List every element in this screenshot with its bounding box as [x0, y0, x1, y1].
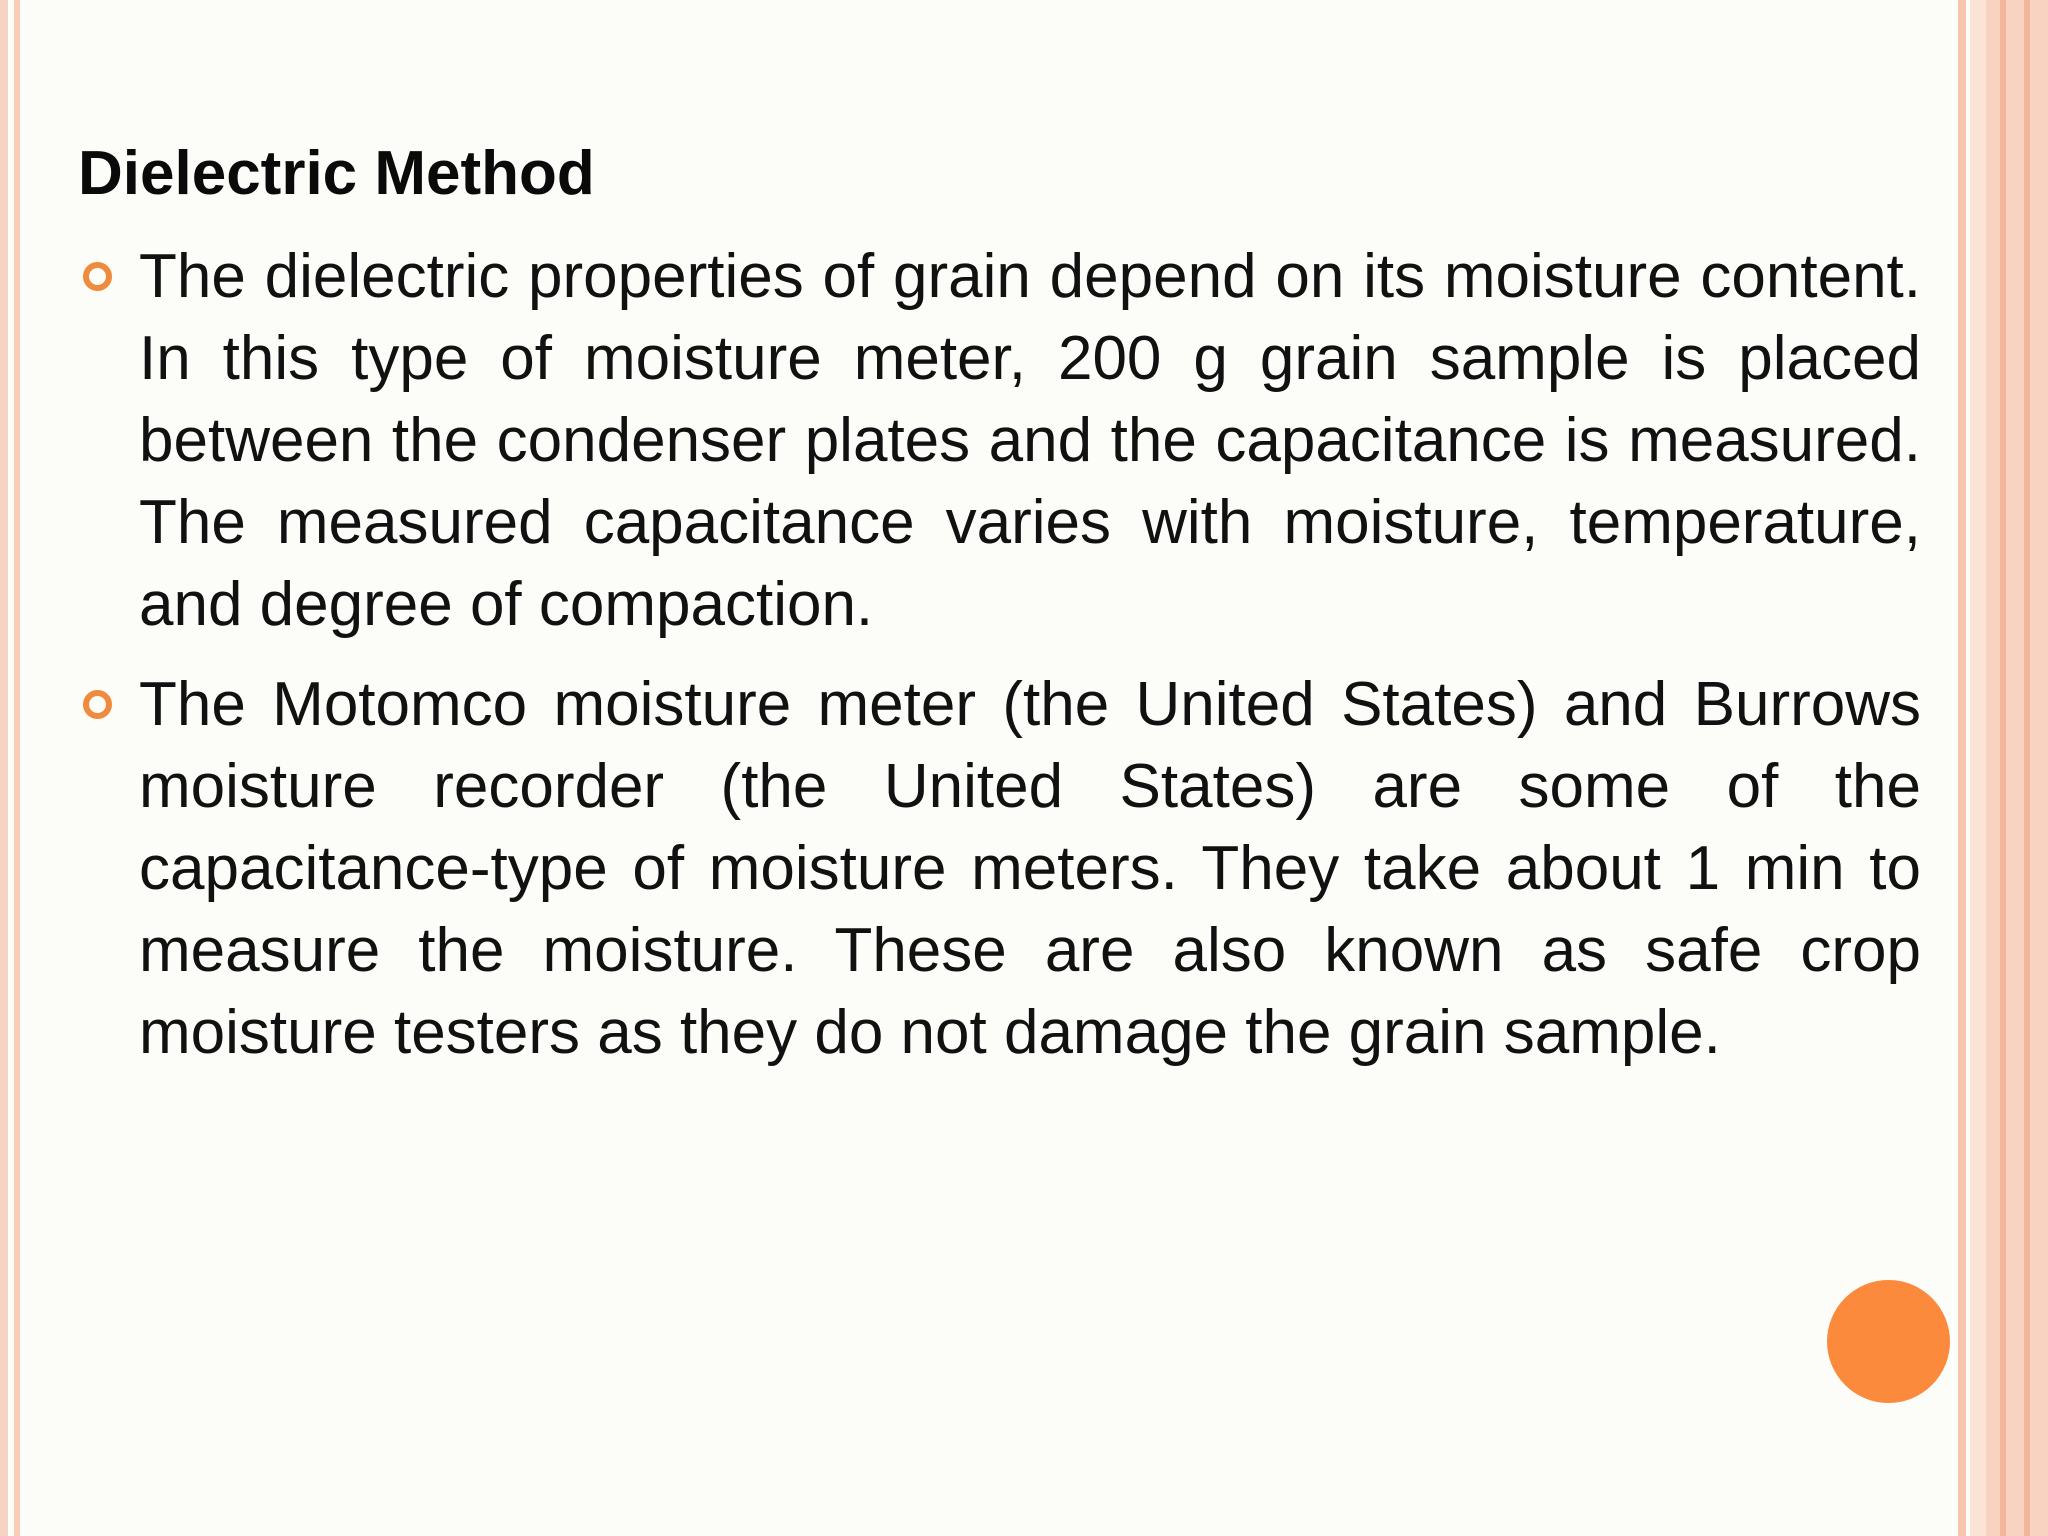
hollow-circle-bullet-icon — [83, 690, 112, 719]
bullet-list — [0, 236, 1960, 1092]
bullet-text-2: The Motomco moisture meter (the United States) and Burrows moisture recorder (the United States) are some of the capacitance-type of moisture meters. They take about 1 min to measure the moisture. These are also known as safe crop moisture testers as they do not damage the grain sample. — [139, 670, 1921, 1067]
orange-circle-decoration-icon — [1827, 1280, 1950, 1403]
slide-title: Dielectric Method — [78, 139, 595, 208]
right-border-band — [1986, 0, 2048, 1536]
right-border-stripe-2 — [1970, 0, 1986, 1536]
bullet-item-1 — [139, 236, 1921, 646]
right-border-stripe-3 — [2000, 0, 2006, 1536]
bullet-text-1: The dielectric properties of grain depend on its moisture content. In this type of moisture meter, 200 g grain sample is placed between the condenser plates and the capacitance is measured. The measured capacitance varies with moisture, temperature, and degree of compaction. — [139, 242, 1921, 639]
right-border-stripe-4 — [2024, 0, 2030, 1536]
bullet-item-2 — [139, 664, 1921, 1074]
hollow-circle-bullet-icon — [83, 262, 112, 291]
